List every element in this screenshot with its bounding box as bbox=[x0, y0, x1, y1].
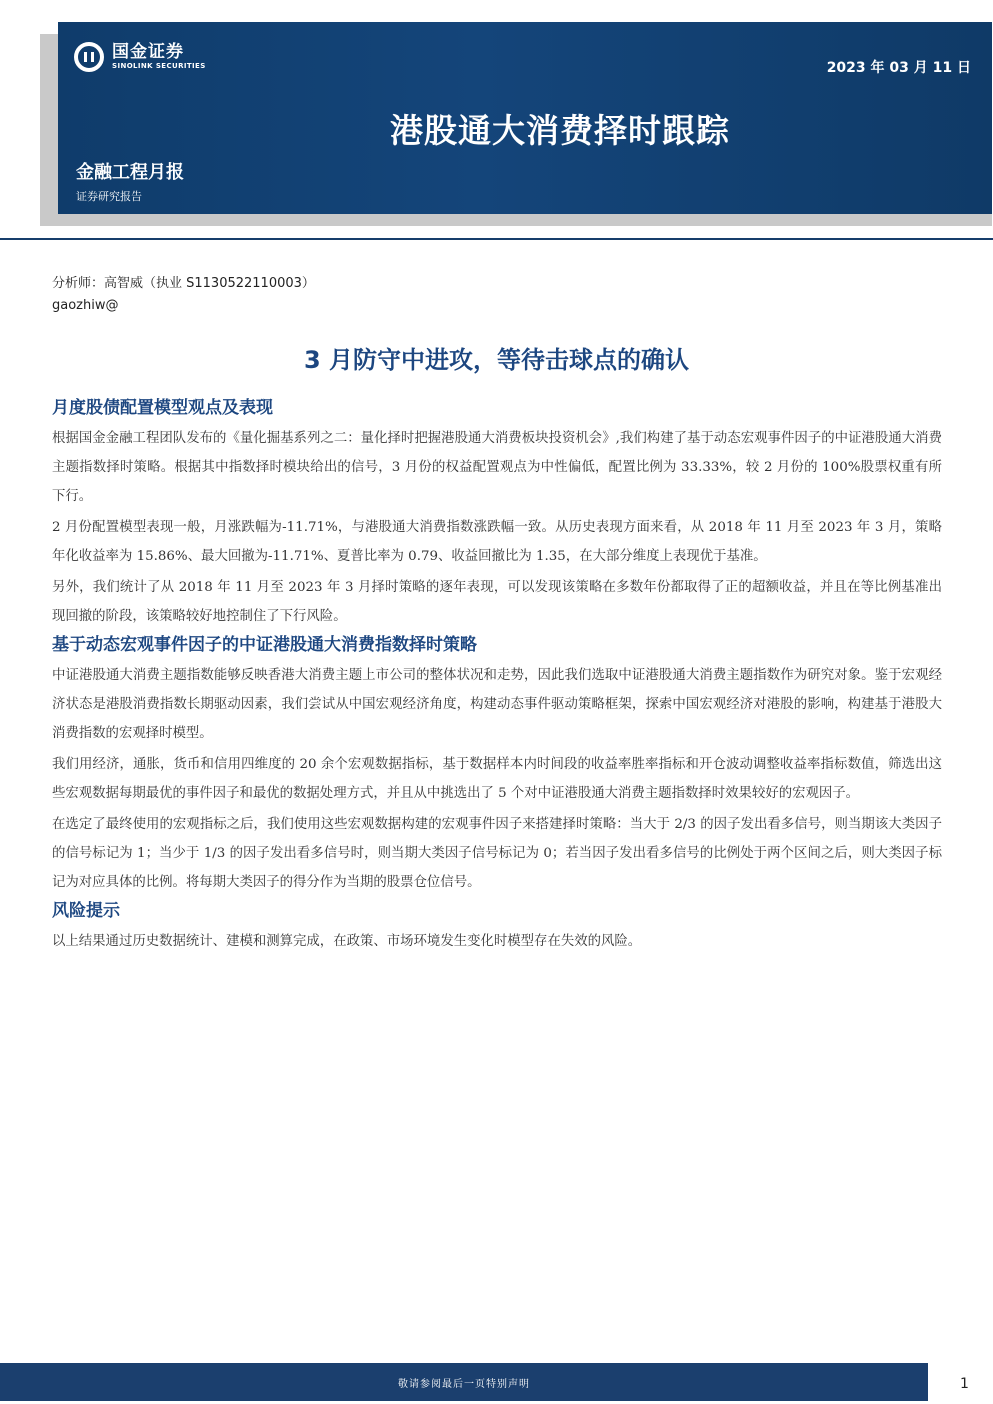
sinolink-logo-icon bbox=[74, 42, 104, 72]
page-number: 1 bbox=[960, 1376, 969, 1392]
section-title: 基于动态宏观事件因子的中证港股通大消费指数择时策略 bbox=[52, 635, 477, 655]
report-date: 2023 年 03 月 11 日 bbox=[826, 60, 971, 76]
report-body bbox=[52, 396, 942, 958]
paragraph: 2 月份配置模型表现一般，月涨跌幅为-11.71%，与港股通大消费指数涨跌幅一致。从历史表现方面来看，从 2018 年 11 月至 2023 年 3 月，策略年化收益率为 15.86%、最大回撤为-11.71%、夏普比率为 0.79、收益回撤比为 1.35，在大部分维度上表现优于基准。 bbox=[52, 520, 942, 564]
report-type: 金融工程月报 bbox=[76, 162, 184, 183]
headline: 3 月防守中进攻，等待击球点的确认 bbox=[303, 346, 690, 374]
analyst-info bbox=[52, 273, 315, 317]
header-divider bbox=[0, 238, 993, 240]
paragraph: 根据国金金融工程团队发布的《量化掘基系列之二：量化择时把握港股通大消费板块投资机会》,我们构建了基于动态宏观事件因子的中证港股通大消费主题指数择时策略。根据其中指数择时模块给出的信号，3 月份的权益配置观点为中性偏低，配置比例为 33.33%，较 2 月份的 100%股票权重有所下行。 bbox=[52, 431, 942, 504]
logo-english-name: SINOLINK SECURITIES bbox=[112, 62, 206, 70]
footer-disclaimer: 敬请参阅最后一页特别声明 bbox=[398, 1379, 530, 1390]
paragraph: 在选定了最终使用的宏观指标之后，我们使用这些宏观数据构建的宏观事件因子来搭建择时策略：当大于 2/3 的因子发出看多信号，则当期该大类因子的信号标记为 1；当少于 1/3 的因子发出看多信号时，则当期大类因子信号标记为 0；若当因子发出看多信号的比例处于两个区间之后，则大类因子标记为对应具体的比例。将每期大类因子的得分作为当期的股票仓位信号。 bbox=[52, 817, 942, 890]
section-risk-warning bbox=[52, 899, 942, 956]
paragraph: 我们用经济，通胀，货币和信用四维度的 20 余个宏观数据指标，基于数据样本内时间段的收益率胜率指标和开仓波动调整收益率指标数值，筛选出这些宏观数据每期最优的事件因子和最优的数据处理方式，并且从中挑选出了 5 个对中证港股通大消费主题指数择时效果较好的宏观因子。 bbox=[52, 757, 942, 801]
report-subtype: 证券研究报告 bbox=[76, 190, 142, 203]
company-logo bbox=[74, 42, 206, 72]
logo-chinese-name: 国金证券 bbox=[112, 42, 184, 62]
section-title: 风险提示 bbox=[52, 901, 120, 921]
logo-text bbox=[112, 43, 206, 71]
section-allocation-model bbox=[52, 396, 942, 631]
section-title: 月度股债配置模型观点及表现 bbox=[52, 398, 273, 418]
paragraph: 以上结果通过历史数据统计、建模和测算完成，在政策、市场环境发生变化时模型存在失效的风险。 bbox=[52, 934, 642, 949]
section-timing-strategy bbox=[52, 633, 942, 897]
analyst-email: gaozhiw@ bbox=[52, 298, 119, 313]
paragraph: 中证港股通大消费主题指数能够反映香港大消费主题上市公司的整体状况和走势，因此我们选取中证港股通大消费主题指数作为研究对象。鉴于宏观经济状态是港股消费指数长期驱动因素，我们尝试从中国宏观经济角度，构建动态事件驱动策略框架，探索中国宏观经济对港股的影响，构建基于港股大消费指数的宏观择时模型。 bbox=[52, 668, 942, 741]
analyst-name: 分析师：高智威（执业 S1130522110003） bbox=[52, 276, 315, 291]
paragraph: 另外，我们统计了从 2018 年 11 月至 2023 年 3 月择时策略的逐年表现，可以发现该策略在多数年份都取得了正的超额收益，并且在等比例基准出现回撤的阶段，该策略较好地控制住了下行风险。 bbox=[52, 580, 942, 624]
report-title: 港股通大消费择时跟踪 bbox=[390, 111, 730, 150]
